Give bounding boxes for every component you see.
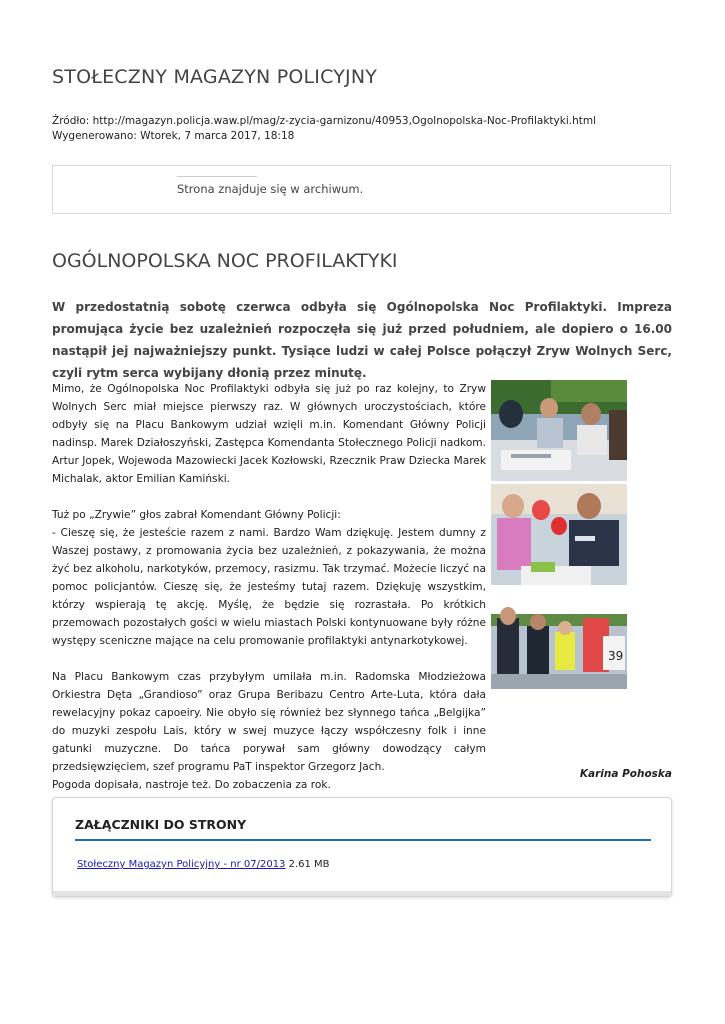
page-meta bbox=[52, 114, 596, 144]
attachments-footer-bar bbox=[53, 891, 671, 896]
attachments-heading: ZAŁĄCZNIKI DO STRONY bbox=[75, 817, 247, 832]
article-paragraph: Tuż po „Zrywie” głos zabrał Komendant Główny Policji: - Cieszę się, że jesteście razem z nami. Bardzo Wam dziękuję. Jestem dumny z Waszej postawy, z promowania życia bez uzależnień, z pokazywania, że można żyć bez alkoholu, narkotyków, przemocy, rasizmu. Tak trzymać. Możecie liczyć na pomoc policjantów. Cieszę się, że jesteśmy tutaj razem. Dziękuję wszystkim, którzy wspierają tę akcję. Myślę, że będzie się rozrastała. Po krótkich przemowach pozostałych gości w wielu miastach Polski kontynuowane były różne występy sceniczne mające na celu promowanie profilaktyki antynarkotykowej. bbox=[52, 509, 486, 647]
site-title: STOŁECZNY MAGAZYN POLICYJNY bbox=[52, 66, 378, 88]
attachment-link[interactable]: Stołeczny Magazyn Policyjny - nr 07/2013 bbox=[77, 859, 286, 870]
attachments-panel bbox=[52, 797, 672, 897]
article-paragraph: Na Placu Bankowym czas przybyłym umilała m.in. Radomska Młodzieżowa Orkiestra Dęta „Grandioso” oraz Grupa Beribazu Centro Arte-Luta, która dała rewelacyjny pokaz capoeiry. Nie obyło się również bez słynnego tańca „Belgijka” do muzyki zespołu Lais, który w swej muzyce łączy współczesny folk i inne gatunki muzyczne. Do tańca porywał sam główny dowodzący całym przedsięwzięciem, szef programu PaT inspektor Grzegorz Jach. Pogoda dopisała, nastroje też. Do zobaczenia za rok. bbox=[52, 671, 486, 791]
attachment-size: 2.61 MB bbox=[288, 859, 330, 870]
event-photo-police[interactable] bbox=[491, 588, 627, 689]
generated-date: Wygenerowano: Wtorek, 7 marca 2017, 18:18 bbox=[52, 130, 295, 142]
article-title: OGÓLNOPOLSKA NOC PROFILAKTYKI bbox=[52, 250, 398, 272]
archive-notice-box bbox=[52, 165, 671, 214]
attachments-divider bbox=[75, 839, 651, 841]
attachment-item bbox=[77, 859, 330, 870]
article-paragraph: Mimo, że Ogólnopolska Noc Profilaktyki odbyła się już po raz kolejny, to Zryw Wolnych Serc miał miejsce pierwszy raz. W głównych uroczystościach, które odbyły się na Placu Bankowym udział wzięli m.in. Komendant Główny Policji nadinsp. Marek Działoszyński, Zastępca Komendanta Stołecznego Policji nadkom. Artur Jopek, Wojewoda Mazowiecki Jacek Kozłowski, Rzecznik Praw Dziecka Marek Michalak, aktor Emilian Kamiński. bbox=[52, 383, 486, 485]
article-lead: W przedostatnią sobotę czerwca odbyła się Ogólnopolska Noc Profilaktyki. Impreza promująca życie bez uzależnień rozpoczęła się już przed południem, ale dopiero o 16.00 nastąpił jej najważniejszy punkt. Tysiące ludzi w całej Polsce połączył Zryw Wolnych Serc, czyli rytm serca wybijany dłonią przez minutę. bbox=[52, 300, 672, 380]
svg-text:39: 39 bbox=[608, 649, 624, 663]
source-url: Źródło: http://magazyn.policja.waw.pl/mag/z-zycia-garnizonu/40953,Ogolnopolska-Noc-Profilaktyki.html bbox=[52, 115, 596, 127]
article-body bbox=[52, 380, 486, 794]
event-photo-children[interactable] bbox=[491, 484, 627, 585]
event-photo-crowd[interactable] bbox=[491, 380, 627, 481]
archive-divider bbox=[177, 176, 257, 177]
archive-notice: Strona znajduje się w archiwum. bbox=[177, 182, 364, 196]
article-author: Karina Pohoska bbox=[579, 768, 672, 780]
photo-gallery bbox=[491, 380, 627, 692]
